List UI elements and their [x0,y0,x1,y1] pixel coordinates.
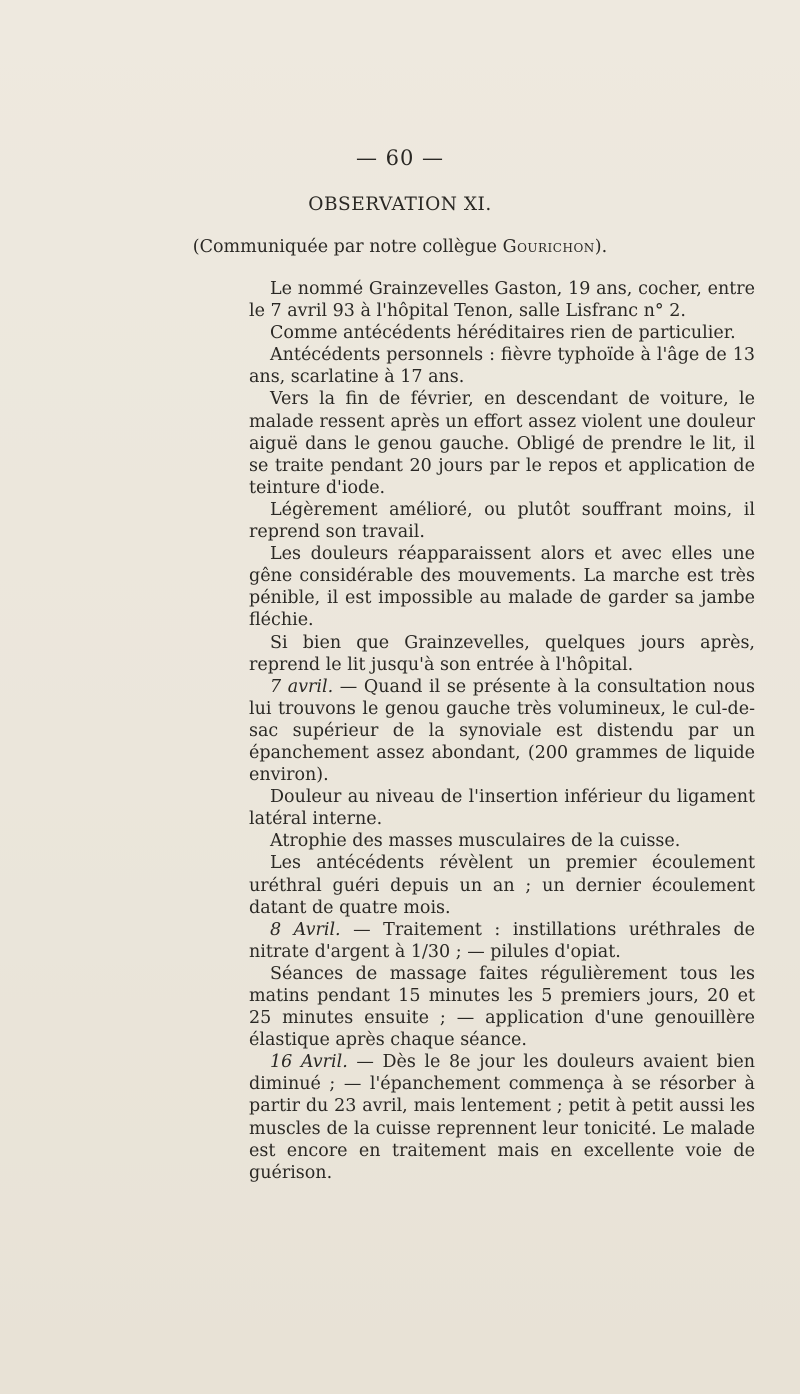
paragraph-antecedents: Les antécédents révèlent un premier écoulement uréthral guéri depuis un an ; un dernier écoulement datant de quatre mois. [249,853,755,918]
paragraph-admission: Le nommé Grainzevelles Gaston, 19 ans, cocher, entre le 7 avril 93 à l'hôpital Tenon, salle Lisfranc n° 2. [249,279,755,322]
entry-date: 16 Avril. [270,1052,348,1073]
subtitle-prefix: (Communiquée par notre collègue [192,237,503,257]
paragraph-treatment: 8 Avril. — Traitement : instillations uréthrales de nitrate d'argent à 1/30 ; — pilules d'opiat. [249,919,756,962]
paragraph-atrophy: Atrophie des masses musculaires de la cuisse. [270,831,681,852]
paragraph-massage: Séances de massage faites régulièrement tous les matins pendant 15 minutes les 5 premiers jours, 20 et 25 minutes ensuite ; — application d'une genouillère élastique après chaque séance. [249,963,755,1051]
paragraph-relapse: Les douleurs réapparaissent alors et avec elles une gêne considérable des mouvements. La marche est très pénible, il est impossible au malade de garder sa jambe fléchie. [249,544,755,631]
paragraph-onset: Vers la fin de février, en descendant de voiture, le malade ressent après un effort assez violent une douleur aiguë dans le genou gauche. Obligé de prendre le lit, il se traite pendant 20 jours par le repos et application de teinture d'iode. [249,389,755,498]
observation-body [249,278,755,1184]
paragraph-return-to-bed: Si bien que Grainzevelles, quelques jours après, reprend le lit jusqu'à son entrée à l'hôpital. [249,632,755,675]
paragraph-improvement: Légèrement amélioré, ou plutôt souffrant moins, il reprend son travail. [249,499,755,543]
paragraph-personal-history: Antécédents personnels : fièvre typhoïde à l'âge de 13 ans, scarlatine à 17 ans. [249,345,755,388]
paragraph-pain: Douleur au niveau de l'insertion inférieur du ligament latéral interne. [249,787,755,830]
subtitle-suffix: ). [594,237,608,257]
paragraph-hereditary: Comme antécédents héréditaires rien de particulier. [270,323,736,344]
paragraph-outcome: 16 Avril. — Dès le 8e jour les douleurs avaient bien diminué ; — l'épanchement commença à se résorber à partir du 23 avril, mais lentement ; petit à petit aussi les muscles de la cuisse reprennent leur tonicité. Le malade est encore en traitement mais en excellente voie de guérison. [249,1052,755,1183]
observation-subtitle [0,237,800,257]
observation-title: OBSERVATION XI. [308,194,492,215]
subtitle-author: Gourichon [502,237,595,257]
paragraph-consultation: 7 avril. — Quand il se présente à la consultation nous lui trouvons le genou gauche très volumineux, le cul-de-sac supérieur de la synoviale est distendu par un épanchement assez abondant, (200 grammes de liquide environ). [249,676,756,786]
entry-date: 7 avril. [270,676,334,697]
page-number: — 60 — [355,146,445,170]
entry-date: 8 Avril. [270,919,341,940]
